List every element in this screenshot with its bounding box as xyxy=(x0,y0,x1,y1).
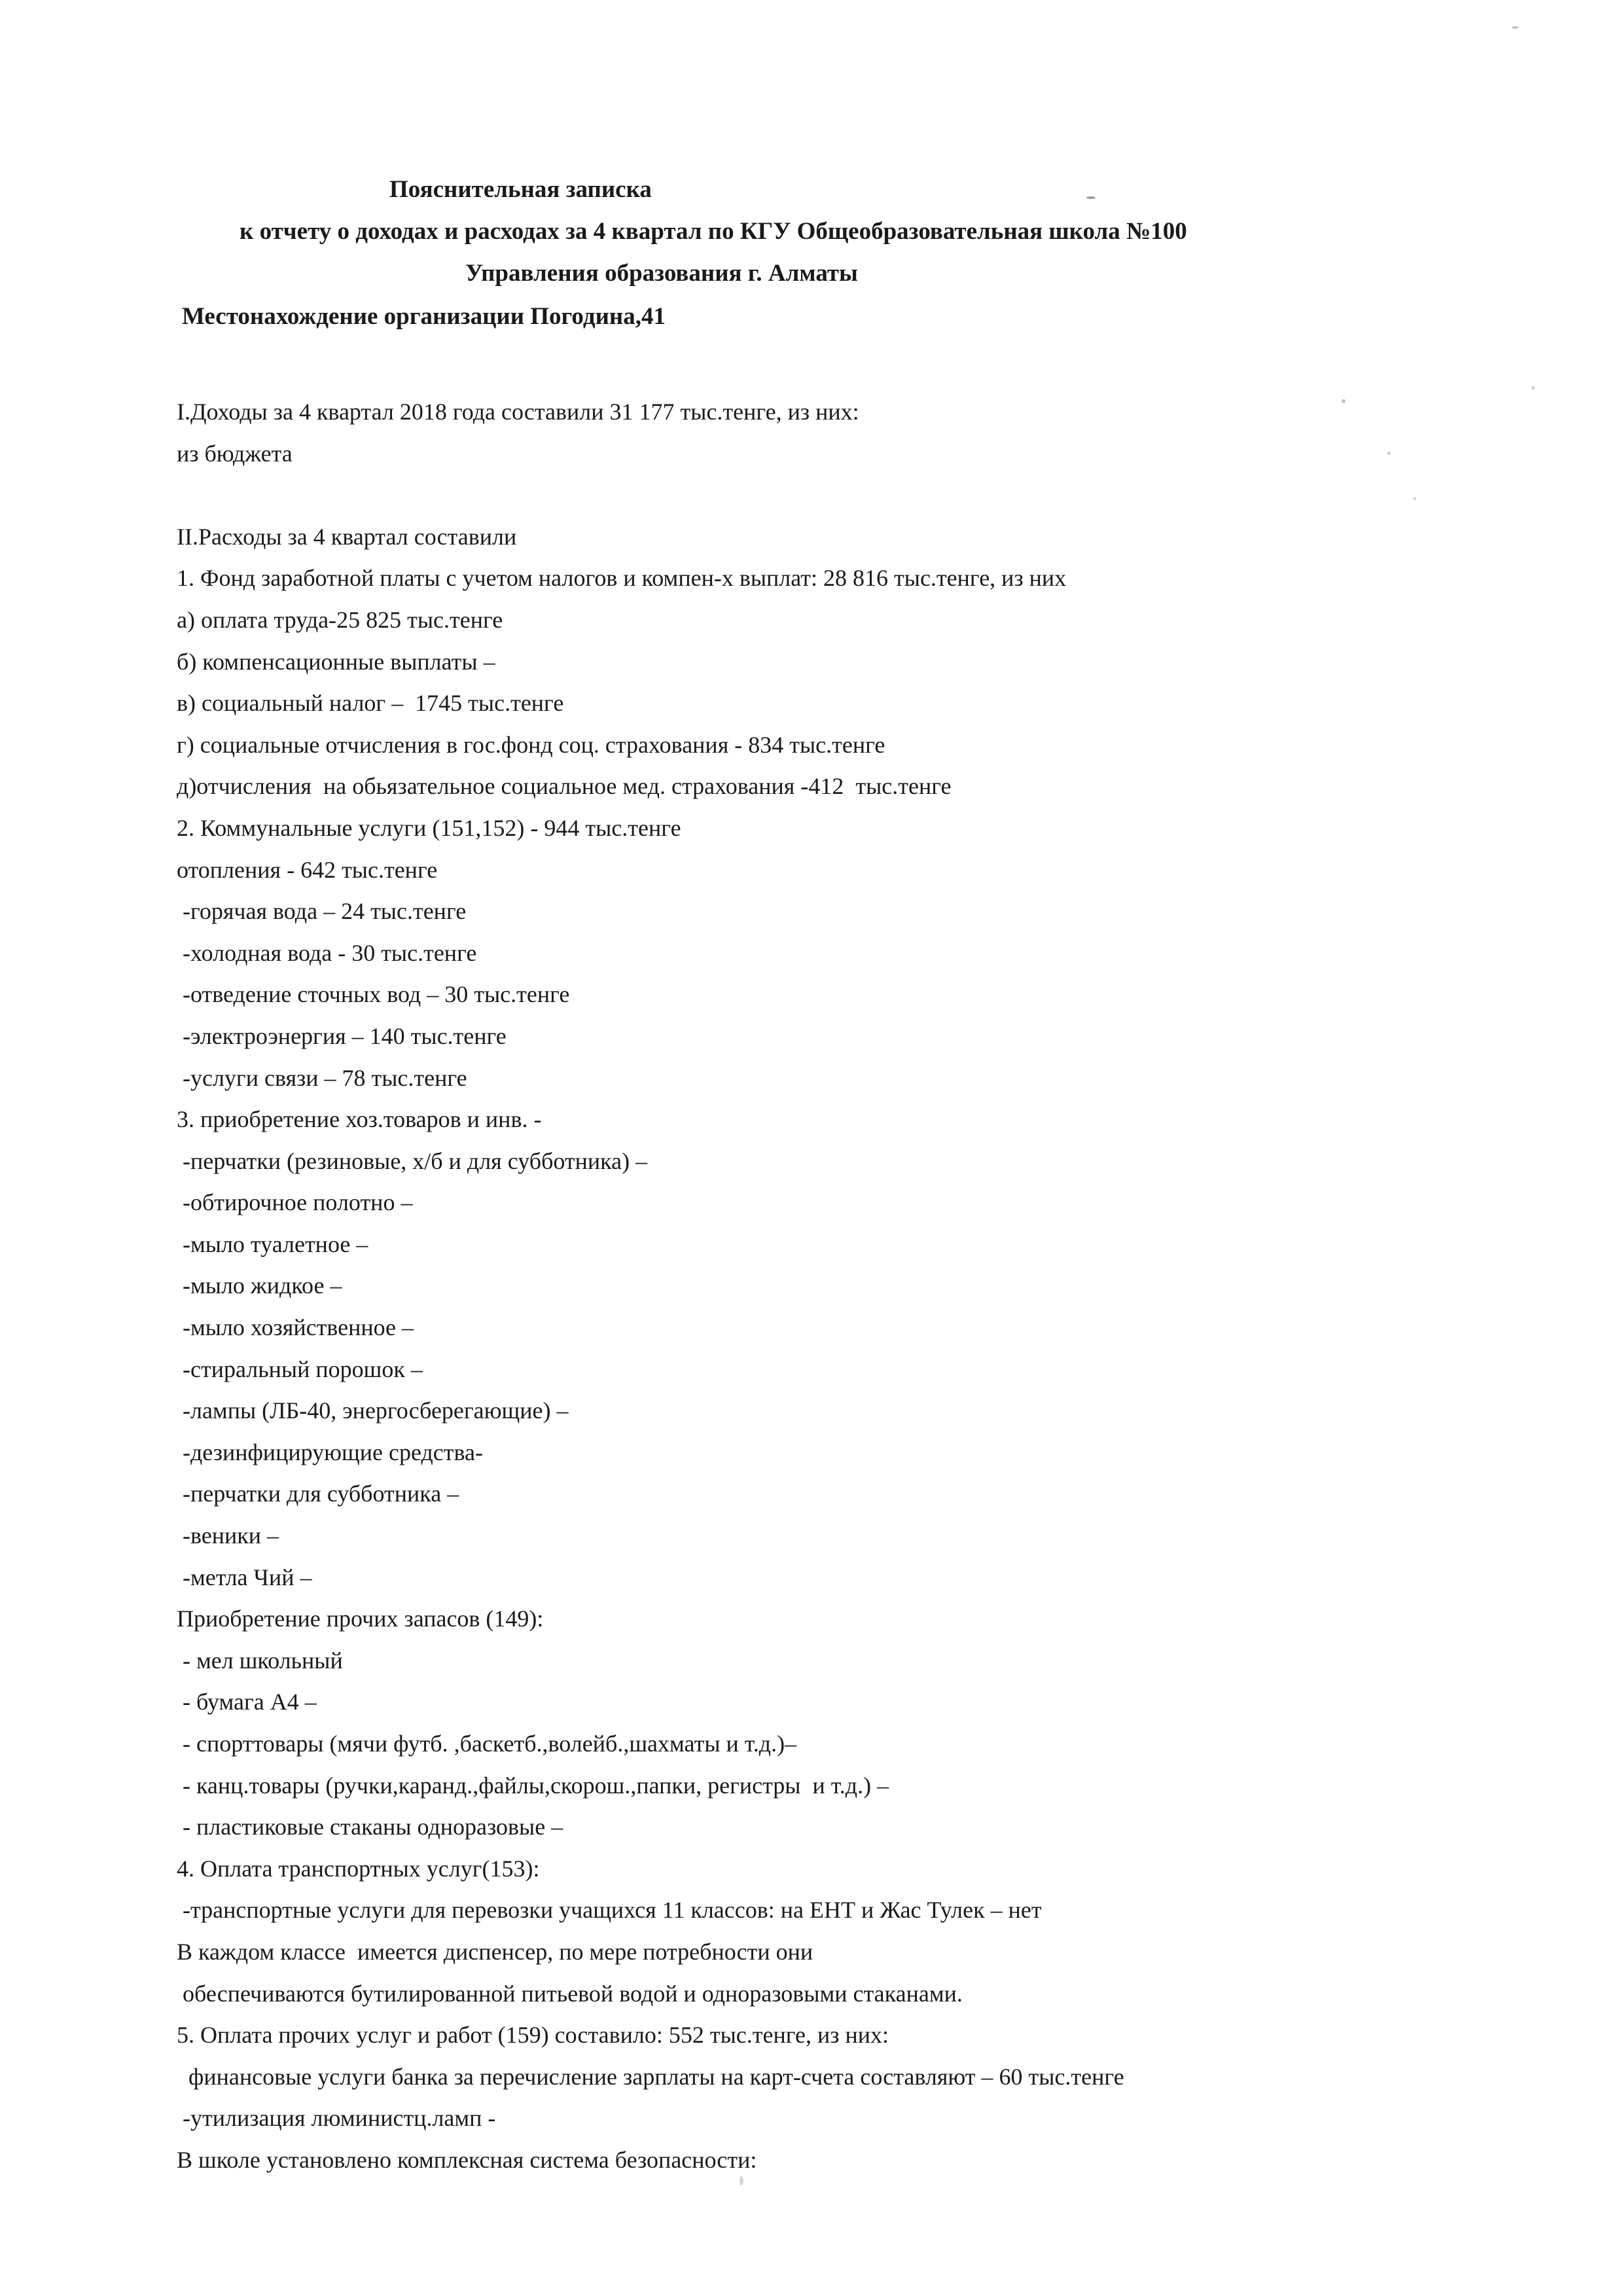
other-services-item: В школе установлено комплексная система безопасности: xyxy=(177,2146,757,2173)
scan-speck xyxy=(1512,26,1518,29)
document-subtitle: к отчету о доходах и расходах за 4 квартал по КГУ Общеобразовательная школа №100 xyxy=(240,218,1187,245)
household-item: -мыло жидкое – xyxy=(177,1272,342,1299)
scan-speck xyxy=(740,2176,743,2185)
household-item: -мыло туалетное – xyxy=(177,1230,368,1257)
household-item: -мыло хозяйственное – xyxy=(177,1314,414,1341)
transport-title: 4. Оплата транспортных услуг(153): xyxy=(177,1855,540,1882)
scan-speck xyxy=(1086,196,1096,199)
payroll-item: б) компенсационные выплаты – xyxy=(177,648,495,675)
scan-speck xyxy=(1414,497,1416,500)
other-supplies-item: - спорттовары (мячи футб. ,баскетб.,волейб.,шахматы и т.д.)– xyxy=(177,1731,797,1757)
utilities-item: -горячая вода – 24 тыс.тенге xyxy=(177,898,467,925)
household-title: 3. приобретение хоз.товаров и инв. - xyxy=(177,1106,542,1133)
utilities-item: -отведение сточных вод – 30 тыс.тенге xyxy=(177,981,570,1008)
payroll-item: в) социальный налог – 1745 тыс.тенге xyxy=(177,690,564,717)
other-supplies-item: - пластиковые стаканы одноразовые – xyxy=(177,1814,563,1840)
document-body xyxy=(177,391,1486,2181)
other-supplies-item: - мел школьный xyxy=(177,1647,343,1674)
scan-speck xyxy=(1531,386,1535,389)
document-title: Пояснительная записка xyxy=(389,176,652,203)
utilities-item: -электроэнергия – 140 тыс.тенге xyxy=(177,1022,507,1049)
payroll-title: 1. Фонд заработной платы с учетом налогов и компен-х выплат: 28 816 тыс.тенге, из них xyxy=(177,565,1067,592)
organization-location: Местонахождение организации Погодина,41 xyxy=(182,303,666,330)
income-total: I.Доходы за 4 квартал 2018 года составили 31 177 тыс.тенге, из них: xyxy=(177,399,859,425)
expenses-heading: II.Расходы за 4 квартал составили xyxy=(177,523,517,550)
income-source: из бюджета xyxy=(177,440,293,467)
document-authority: Управления образования г. Алматы xyxy=(465,260,858,287)
household-item: -перчатки для субботника – xyxy=(177,1480,459,1507)
scan-speck xyxy=(1342,399,1346,403)
transport-item: -транспортные услуги для перевозки учащихся 11 классов: на ЕНТ и Жас Тулек – нет xyxy=(177,1897,1042,1924)
household-item: -перчатки (резиновые, х/б и для субботника) – xyxy=(177,1147,648,1174)
other-services-item: -утилизация люминистц.ламп - xyxy=(177,2105,496,2132)
household-item: -стиральный порошок – xyxy=(177,1355,423,1382)
other-services-item: финансовые услуги банка за перечисление зарплаты на карт-счета составляют – 60 тыс.тенге xyxy=(177,2063,1124,2090)
utilities-item: -услуги связи – 78 тыс.тенге xyxy=(177,1064,467,1091)
payroll-item: д)отчисления на обьязательное социальное мед. страхования -412 тыс.тенге xyxy=(177,773,952,800)
household-item: -веники – xyxy=(177,1522,279,1549)
payroll-item: г) социальные отчисления в гос.фонд соц. страхования - 834 тыс.тенге xyxy=(177,731,885,758)
household-item: -лампы (ЛБ-40, энергосберегающие) – xyxy=(177,1397,569,1424)
other-supplies-title: Приобретение прочих запасов (149): xyxy=(177,1605,544,1632)
household-item: -дезинфицирующие средства- xyxy=(177,1439,483,1465)
utilities-item: -холодная вода - 30 тыс.тенге xyxy=(177,939,477,966)
transport-item: обеспечиваются бутилированной питьевой водой и одноразовыми стаканами. xyxy=(177,1980,963,2007)
utilities-title: 2. Коммунальные услуги (151,152) - 944 тыс.тенге xyxy=(177,814,681,841)
household-item: -метла Чий – xyxy=(177,1564,312,1590)
other-services-title: 5. Оплата прочих услуг и работ (159) составило: 552 тыс.тенге, из них: xyxy=(177,2022,889,2049)
other-supplies-item: - канц.товары (ручки,каранд.,файлы,скорош.,папки, регистры и т.д.) – xyxy=(177,1772,889,1799)
transport-item: В каждом классе имеется диспенсер, по мере потребности они xyxy=(177,1938,813,1965)
household-item: -обтирочное полотно – xyxy=(177,1189,413,1216)
scan-speck xyxy=(1387,452,1391,455)
spacer xyxy=(177,475,1486,516)
utilities-item: отопления - 642 тыс.тенге xyxy=(177,856,438,883)
other-supplies-item: - бумага А4 – xyxy=(177,1689,317,1715)
payroll-item: а) оплата труда-25 825 тыс.тенге xyxy=(177,606,503,633)
